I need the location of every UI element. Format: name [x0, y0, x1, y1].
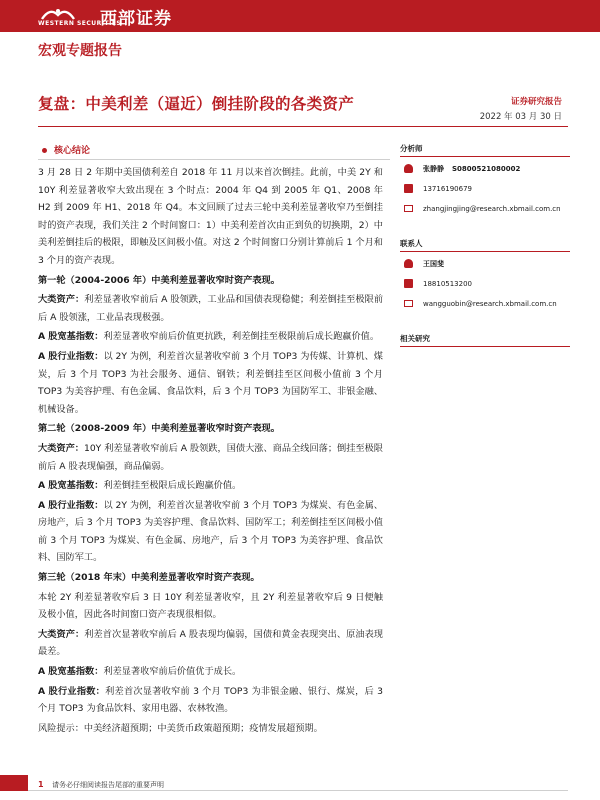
intro-paragraph: 3 月 28 日 2 年期中美国债利差自 2018 年 11 月以来首次倒挂。此前，中美 2Y 和 10Y 利差显著收窄大致出现在 3 个时点：2004 年 Q4 到 2005 年 Q1、2008 年 H2 到 2009 年 H1、2018 年 Q4。本文回顾了过去三轮中美利差显著收窄乃至倒挂时的资产表现，我们关注 2 个时间窗口：1）中美利差首次由正到负的切换期，2）中美利差倒挂后的极限，即触及区间极小值。对这 2 个时间窗口分别计算前后 1 个月和 3 个月的资产表现。 — [38, 167, 383, 266]
round2-heading: 第二轮（2008-2009 年）中美利差显著收窄时资产表现。 — [38, 423, 280, 435]
analyst-name-row — [404, 162, 520, 175]
related-research-heading: 相关研究 — [400, 333, 570, 347]
header-band — [0, 0, 600, 32]
round1-assets: 大类资产：利差显著收窄前后 A 股领跌，工业品和国债表现稳健；利差倒挂至极限前后 A 股领涨，工业品表现极强。 — [38, 294, 384, 323]
phone-icon — [404, 184, 413, 193]
sidebar — [400, 143, 570, 352]
body-text — [38, 164, 383, 739]
round3-intro: 本轮 2Y 利差显著收窄后 3 日 10Y 利差显著收窄，且 2Y 利差显著收窄后 9 日便触及极小值，因此各时间窗口资产表现很相似。 — [38, 591, 383, 621]
mail-icon — [404, 300, 413, 307]
risk-warning: 风险提示：中美经济超预期；中美货币政策超预期；疫情发展超预期。 — [38, 722, 323, 734]
round1-broad-index: A 股宽基指数：利差显著收窄前后价值更抗跌，利差倒挂至极限前后成长跑赢价值。 — [38, 331, 380, 343]
person-icon — [404, 164, 413, 173]
contact-email[interactable]: wangguobin@research.xbmail.com.cn — [423, 299, 557, 308]
contact-email-row — [404, 297, 557, 310]
report-category: 证券研究报告 — [510, 97, 562, 107]
contact-name: 王国斐 — [423, 259, 444, 268]
analyst-phone-row — [404, 182, 472, 195]
analyst-name: 张静静 — [423, 164, 444, 173]
footer-disclaimer: 请务必仔细阅读报告尾部的重要声明 — [52, 781, 164, 789]
footer-divider — [28, 790, 568, 791]
round3-assets: 大类资产：利差首次显著收窄前后 A 股表现均偏弱，国债和黄金表现突出、原油表现最差。 — [38, 628, 384, 658]
round2-broad-index: A 股宽基指数：利差倒挂至极限后成长跑赢价值。 — [38, 480, 242, 492]
phone-icon — [404, 279, 413, 288]
analyst-phone: 13716190679 — [423, 184, 472, 193]
analyst-email-row — [404, 202, 561, 215]
round2-assets: 大类资产：10Y 利差显著收窄前后 A 股领跌，国债大涨、商品全线回落；倒挂至极限前后 A 股表现偏强，商品偏弱。 — [38, 442, 383, 472]
title-divider — [38, 126, 568, 127]
footer-accent-bar — [0, 775, 28, 791]
page-title: 复盘：中美利差（逼近）倒挂阶段的各类资产 — [38, 94, 355, 113]
analyst-card — [400, 162, 570, 234]
contact-phone: 18810513200 — [423, 279, 472, 288]
analyst-heading: 分析师 — [400, 143, 570, 157]
brand-name: 西部证券 — [100, 9, 172, 29]
round1-sector-index: A 股行业指数：以 2Y 为例，利差首次显著收窄前 3 个月 TOP3 为传媒、计算机、煤炭，后 3 个月 TOP3 为社会服务、通信、钢铁；利差倒挂至区间极小值前 3 个月 TOP3 为美容护理、有色金属、食品饮料，后 3 个月 TOP3 为国防军工、非银金融、机械设备。 — [38, 350, 383, 415]
round3-broad-index: A 股宽基指数：利差显著收窄前后价值优于成长。 — [38, 666, 242, 678]
brand-name-en: WESTERN SECURITIES — [38, 20, 122, 27]
analyst-cert: S0800521080002 — [452, 164, 521, 173]
report-type: 宏观专题报告 — [38, 43, 122, 59]
contact-heading: 联系人 — [400, 238, 570, 252]
round2-sector-index: A 股行业指数：以 2Y 为例，利差首次显著收窄前 3 个月 TOP3 为煤炭、有色金属、房地产，后 3 个月 TOP3 为美容护理、食品饮料、国防军工；利差倒挂至区间极小值前 3 个月 TOP3 为煤炭、有色金属、房地产，后 3 个月 TOP3 为美容护理、食品饮料、国防军工。 — [38, 499, 383, 564]
analyst-email[interactable]: zhangjingjing@research.xbmail.com.cn — [423, 204, 561, 213]
contact-phone-row — [404, 277, 472, 290]
round3-heading: 第三轮（2018 年末）中美利差显著收窄时资产表现。 — [38, 572, 260, 584]
bullet-icon — [42, 148, 47, 153]
section-header — [38, 143, 390, 160]
round3-sector-index: A 股行业指数：利差首次显著收窄前 3 个月 TOP3 为非银金融、银行、煤炭，后 3 个月 TOP3 为食品饮料、家用电器、农林牧渔。 — [38, 685, 383, 715]
contact-name-row — [404, 257, 444, 270]
contact-card — [400, 257, 570, 329]
page-number: 1 — [38, 780, 44, 789]
round1-heading: 第一轮（2004-2006 年）中美利差显著收窄时资产表现。 — [38, 274, 280, 286]
mail-icon — [404, 205, 413, 212]
person-icon — [404, 259, 413, 268]
section-title: 核心结论 — [54, 146, 91, 156]
report-date: 2022 年 03 月 30 日 — [479, 112, 562, 122]
